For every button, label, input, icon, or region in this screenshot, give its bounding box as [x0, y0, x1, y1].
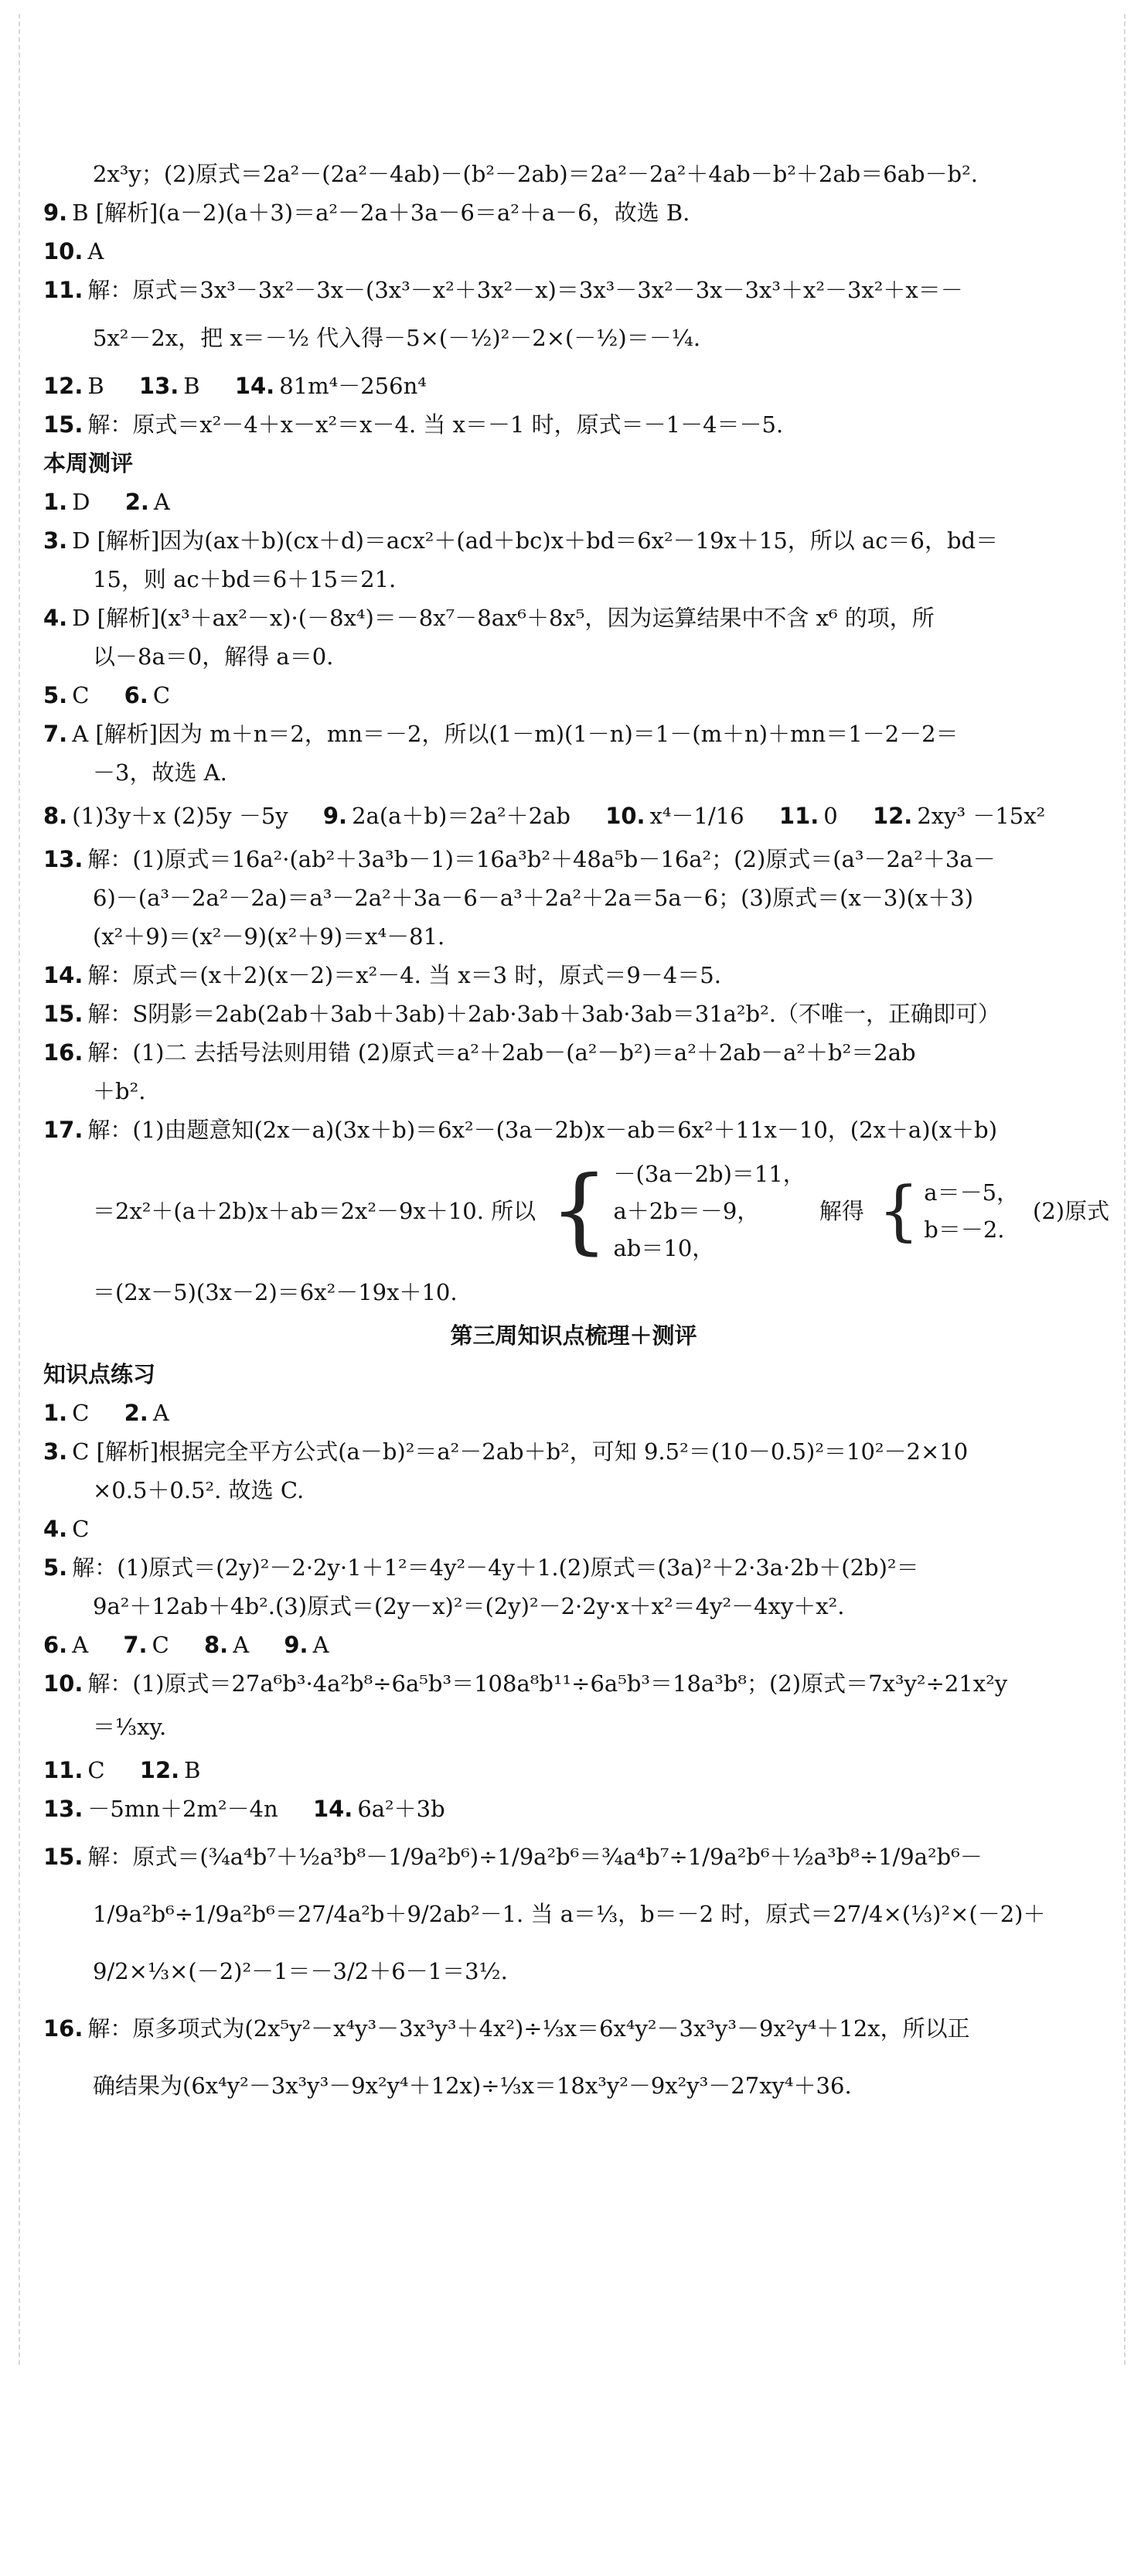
answer-row-5-6	[43, 676, 1104, 715]
answer-line	[43, 560, 1104, 599]
answer-line	[43, 1703, 1104, 1751]
answer-5	[43, 676, 89, 715]
answer-row-1-2	[43, 1394, 1104, 1432]
answer-10	[605, 792, 744, 840]
answer-text: 解得	[819, 1198, 864, 1224]
question-number: 4.	[43, 605, 68, 631]
answer-text: C	[87, 1757, 105, 1783]
answer-text: D [解析](x³＋ax²－x)·(－8x⁴)＝－8x⁷－8ax⁶＋8x⁵，因为运算结果中不含 x⁶ 的项，所	[72, 605, 935, 631]
answer-2	[124, 1394, 169, 1432]
question-number: 11.	[43, 1757, 83, 1783]
answer-text: 2xy³ －15x²	[917, 803, 1046, 829]
answer-line	[43, 2057, 1104, 2114]
answer-text: A	[72, 1632, 89, 1658]
question-number: 14.	[43, 962, 83, 988]
answer-text: 解：原式＝3x³－3x²－3x－(3x³－x²＋3x²－x)＝3x³－3x²－3x－3x³＋x²－3x²＋x＝－	[87, 277, 963, 303]
answer-12	[873, 792, 1045, 840]
question-number: 14.	[234, 373, 275, 399]
answer-text: C	[152, 1632, 169, 1658]
answer-text: －5mn＋2m²－4n	[87, 1796, 278, 1822]
answer-17	[43, 1111, 1104, 1149]
answer-text: A	[153, 489, 170, 515]
answer-text: D	[72, 489, 90, 515]
answer-4	[43, 1510, 1104, 1548]
answer-13	[139, 367, 200, 405]
answer-line	[43, 753, 1104, 792]
answer-line	[43, 1943, 1104, 2000]
answer-line	[43, 1273, 1104, 1312]
answer-14	[313, 1790, 445, 1828]
answer-text: 解：(1)原式＝27a⁶b³·4a²b⁸÷6a⁵b³＝108a⁸b¹¹÷6a⁵b³＝18a³b⁸；(2)原式＝7x³y²÷21x²y	[87, 1670, 1008, 1697]
question-number: 12.	[139, 1757, 180, 1783]
answer-text: A	[152, 1400, 169, 1426]
equation: －(3a－2b)＝11，	[613, 1161, 806, 1187]
solution-system	[878, 1174, 1019, 1248]
answer-text: D [解析]因为(ax＋b)(cx＋d)＝acx²＋(ad＋bc)x＋bd＝6x²－19x＋15，所以 ac＝6，bd＝	[72, 527, 999, 554]
answer-text: 2a(a＋b)＝2a²＋2ab	[352, 803, 570, 829]
answer-text: 确结果为(6x⁴y²－3x³y³－9x²y⁴＋12x)÷⅓x＝18x³y²－9x²y³－27xy⁴＋36.	[93, 2073, 852, 2099]
answer-15	[43, 405, 1104, 444]
answer-16	[43, 2000, 1104, 2057]
question-number: 11.	[43, 277, 83, 303]
question-number: 4.	[43, 1516, 68, 1542]
question-number: 10.	[605, 803, 645, 829]
answer-3	[43, 521, 1104, 560]
answer-text: 解：原多项式为(2x⁵y²－x⁴y³－3x³y³＋4x²)÷⅓x＝6x⁴y²－3x³y³－9x²y⁴＋12x，所以正	[87, 2015, 970, 2042]
answer-text: 9a²＋12ab＋4b².(3)原式＝(2y－x)²＝(2y)²－2·2y·x＋x²＝4y²－4xy＋x².	[93, 1593, 845, 1619]
answer-row-1-2	[43, 483, 1104, 521]
answer-9	[284, 1626, 329, 1664]
answer-text: A	[312, 1632, 329, 1658]
answer-3	[43, 1432, 1104, 1471]
answer-text: B	[184, 1757, 201, 1783]
answer-4	[43, 599, 1104, 637]
answer-text: 解：(1)原式＝(2y)²－2·2y·1＋1²＝4y²－4y＋1.(2)原式＝(3a)²＋2·3a·2b＋(2b)²＝	[72, 1554, 919, 1581]
answer-text: 解：(1)二 去括号法则用错 (2)原式＝a²＋2ab－(a²－b²)＝a²＋2ab－a²＋b²＝2ab	[87, 1039, 916, 1066]
answer-5	[43, 1548, 1104, 1587]
question-number: 17.	[43, 1117, 83, 1143]
answer-page	[43, 155, 1110, 2114]
equation: b＝－2.	[924, 1216, 1005, 1243]
equation-system	[550, 1155, 806, 1267]
answer-line	[43, 917, 1104, 956]
question-number: 7.	[43, 721, 68, 747]
equation-system-line	[43, 1149, 1110, 1273]
answer-text: 81m⁴－256n⁴	[279, 373, 427, 399]
question-number: 15.	[43, 1001, 83, 1027]
answer-9	[323, 792, 570, 840]
answer-11	[43, 1751, 105, 1790]
answer-text: (2)原式	[1033, 1198, 1110, 1224]
answer-8	[43, 792, 288, 840]
answer-text: (x²＋9)＝(x²－9)(x²＋9)＝x⁴－81.	[93, 923, 445, 950]
question-number: 8.	[43, 803, 68, 829]
answer-text: x⁴－1/16	[649, 803, 744, 829]
answer-text: 0	[823, 803, 838, 829]
answer-text: ＝2x²＋(a＋2b)x＋ab＝2x²－9x＋10. 所以	[93, 1198, 536, 1224]
equation: ab＝10，	[613, 1235, 715, 1261]
question-number: 13.	[43, 846, 83, 872]
answer-text: ＋b².	[93, 1078, 146, 1104]
answer-13	[43, 1790, 278, 1828]
section-heading-weekly-test: 本周测评	[43, 450, 134, 476]
answer-text: 解：原式＝(¾a⁴b⁷＋½a³b⁸－1/9a²b⁶)÷1/9a²b⁶＝¾a⁴b⁷÷1/9a²b⁶＋½a³b⁸÷1/9a²b⁶－	[87, 1844, 983, 1870]
answer-row-12-14	[43, 367, 1104, 405]
answer-8	[204, 1626, 249, 1664]
left-brace-icon: {	[550, 1157, 609, 1264]
answer-2	[125, 483, 170, 521]
answer-text: 9/2×⅓×(－2)²－1＝－3/2＋6－1＝3½.	[93, 1958, 508, 1984]
answer-10	[43, 232, 1104, 271]
equation: a＝－5，	[924, 1179, 1020, 1206]
question-number: 13.	[138, 373, 179, 399]
answer-text: 15，则 ac＋bd＝6＋15＝21.	[93, 566, 397, 592]
question-number: 15.	[43, 1844, 83, 1870]
answer-15	[43, 995, 1104, 1033]
answer-text: C	[152, 682, 171, 708]
question-number: 7.	[123, 1632, 148, 1658]
answer-text: B	[87, 373, 104, 399]
answer-1	[43, 483, 90, 521]
answer-line	[43, 309, 1104, 367]
answer-line	[43, 1471, 1104, 1510]
answer-text: 5x²－2x，把 x＝－½ 代入得－5×(－½)²－2×(－½)＝－¼.	[93, 325, 701, 351]
answer-12	[140, 1751, 201, 1790]
question-number: 3.	[43, 1438, 68, 1465]
answer-text: ＝(2x－5)(3x－2)＝6x²－19x＋10.	[93, 1279, 458, 1305]
question-number: 5.	[43, 682, 68, 708]
answer-9	[43, 193, 1104, 232]
answer-text: 解：S阴影＝2ab(2ab＋3ab＋3ab)＋2ab·3ab＋3ab·3ab＝31a²b².（不唯一，正确即可）	[87, 1001, 1000, 1027]
answer-14	[235, 367, 427, 405]
answer-line	[43, 1885, 1104, 1943]
answer-14	[43, 956, 1104, 995]
question-number: 11.	[778, 803, 819, 829]
question-number: 8.	[204, 1632, 229, 1658]
answer-text: ×0.5＋0.5². 故选 C.	[93, 1477, 305, 1503]
answer-line	[43, 155, 1104, 193]
answer-text: A [解析]因为 m＋n＝2，mn＝－2，所以(1－m)(1－n)＝1－(m＋n)＋mn＝1－2－2＝	[72, 721, 959, 747]
answer-row-8-12	[43, 792, 1104, 840]
question-number: 16.	[43, 1039, 83, 1066]
question-number: 9.	[322, 803, 348, 829]
question-number: 5.	[43, 1554, 68, 1581]
answer-text: B [解析](a－2)(a＋3)＝a²－2a＋3a－6＝a²＋a－6，故选 B.	[72, 200, 690, 226]
section-title-week3: 第三周知识点梳理＋测评	[450, 1322, 697, 1349]
answer-12	[43, 367, 104, 405]
answer-text: A	[233, 1632, 250, 1658]
question-number: 15.	[43, 411, 83, 438]
answer-7	[43, 715, 1104, 753]
answer-line	[43, 879, 1104, 917]
answer-text: C [解析]根据完全平方公式(a－b)²＝a²－2ab＋b²，可知 9.5²＝(10－0.5)²＝10²－2×10	[72, 1438, 969, 1465]
answer-text: B	[183, 373, 200, 399]
answer-text: 2x³y；(2)原式＝2a²－(2a²－4ab)－(b²－2ab)＝2a²－2a²＋4ab－b²＋2ab＝6ab－b².	[93, 161, 978, 187]
question-number: 14.	[312, 1796, 353, 1822]
answer-line	[43, 637, 1104, 676]
question-number: 9.	[284, 1632, 308, 1658]
answer-text: 6)－(a³－2a²－2a)＝a³－2a²＋3a－6－a³＋2a²＋2a＝5a－6；(3)原式＝(x－3)(x＋3)	[93, 885, 974, 911]
answer-text: (1)3y＋x (2)5y －5y	[72, 803, 288, 829]
question-number: 13.	[43, 1796, 83, 1822]
answer-text: C	[72, 682, 90, 708]
answer-16	[43, 1033, 1104, 1072]
answer-7	[123, 1626, 169, 1664]
answer-text: 6a²＋3b	[357, 1796, 445, 1822]
question-number: 10.	[43, 238, 83, 264]
answer-text: 解：原式＝x²－4＋x－x²＝x－4. 当 x＝－1 时，原式＝－1－4＝－5.	[87, 411, 784, 438]
answer-15	[43, 1828, 1104, 1885]
answer-text: 1/9a²b⁶÷1/9a²b⁶＝27/4a²b＋9/2ab²－1. 当 a＝⅓，b＝－2 时，原式＝27/4×(⅓)²×(－2)＋	[93, 1901, 1046, 1927]
answer-text: －3，故选 A.	[93, 759, 227, 786]
answer-6	[124, 676, 170, 715]
question-number: 2.	[124, 489, 149, 515]
answer-11	[43, 271, 1104, 309]
answer-text: 以－8a＝0，解得 a＝0.	[93, 643, 334, 670]
equation: a＋2b＝－9，	[613, 1198, 760, 1224]
section-heading-practice: 知识点练习	[43, 1361, 156, 1387]
question-number: 10.	[43, 1670, 83, 1697]
left-brace-icon: {	[877, 1172, 920, 1249]
answer-11	[779, 792, 838, 840]
question-number: 12.	[872, 803, 913, 829]
question-number: 6.	[124, 682, 148, 708]
answer-text: 解：(1)原式＝16a²·(ab²＋3a³b－1)＝16a³b²＋48a⁵b－16a²；(2)原式＝(a³－2a²＋3a－	[87, 846, 996, 872]
answer-6	[43, 1626, 88, 1664]
answer-text: C	[72, 1516, 90, 1542]
question-number: 3.	[43, 527, 68, 554]
answer-10	[43, 1664, 1104, 1703]
question-number: 9.	[43, 200, 68, 226]
answer-row-6-9	[43, 1626, 1104, 1664]
answer-row-11-12	[43, 1751, 1104, 1790]
answer-row-13-14	[43, 1790, 1104, 1828]
answer-text: 解：(1)由题意知(2x－a)(3x＋b)＝6x²－(3a－2b)x－ab＝6x²＋11x－10，(2x＋a)(x＋b)	[87, 1117, 998, 1143]
answer-13	[43, 840, 1104, 879]
question-number: 6.	[43, 1632, 68, 1658]
answer-line	[43, 1587, 1104, 1626]
answer-line	[43, 1072, 1104, 1111]
question-number: 12.	[43, 373, 83, 399]
question-number: 1.	[43, 1400, 68, 1426]
answer-1	[43, 1394, 89, 1432]
answer-text: 解：原式＝(x＋2)(x－2)＝x²－4. 当 x＝3 时，原式＝9－4＝5.	[87, 962, 721, 988]
answer-text: ＝⅓xy.	[93, 1714, 167, 1740]
question-number: 1.	[43, 489, 68, 515]
question-number: 2.	[124, 1400, 148, 1426]
answer-text: A	[87, 238, 104, 264]
question-number: 16.	[43, 2015, 83, 2042]
answer-text: C	[72, 1400, 90, 1426]
